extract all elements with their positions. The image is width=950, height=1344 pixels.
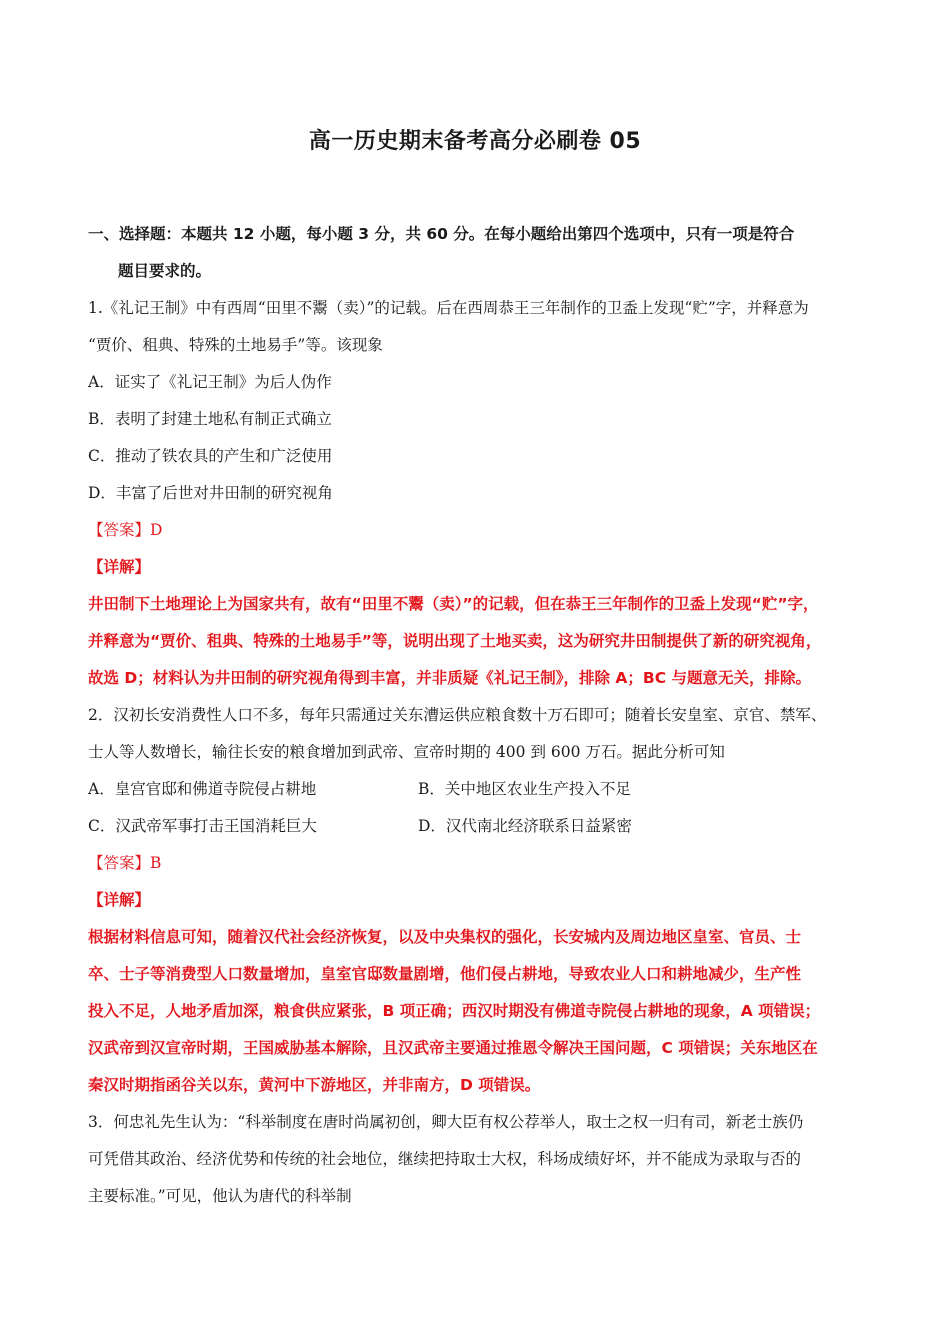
- option-d: D．丰富了后世对井田制的研究视角: [88, 484, 333, 502]
- option-b: B．关中地区农业生产投入不足: [418, 780, 631, 798]
- answer-label: 【答案】B: [88, 854, 162, 872]
- question-3: [88, 1104, 864, 1215]
- detail-label: 【详解】: [88, 558, 151, 576]
- question-stem-line: 2．汉初长安消费性人口不多，每年只需通过关东漕运供应粮食数十万石即可；随着长安皇室、京官、禁军、: [88, 706, 827, 724]
- detail-line: 汉武帝到汉宣帝时期，王国威胁基本解除，且汉武帝主要通过推恩令解决王国问题，C 项错误；关东地区在: [88, 1039, 818, 1057]
- section-heading-cont: 题目要求的。: [118, 262, 212, 280]
- question-stem-line: 3．何忠礼先生认为：“科举制度在唐时尚属初创，卿大臣有权公荐举人，取士之权一归有司，新老士族仍: [88, 1113, 804, 1131]
- option-row: [88, 808, 864, 845]
- option-d: D．汉代南北经济联系日益紧密: [418, 817, 632, 835]
- question-stem-line: 士人等人数增长，输往长安的粮食增加到武帝、宣帝时期的 400 到 600 万石。据此分析可知: [88, 743, 725, 761]
- option-row: [88, 771, 864, 808]
- detail-line: 秦汉时期指函谷关以东，黄河中下游地区，并非南方，D 项错误。: [88, 1076, 541, 1094]
- question-1: [88, 290, 864, 697]
- question-stem-line: 1.《礼记王制》中有西周“田里不鬻（卖）”的记载。后在西周恭王三年制作的卫盉上发现“贮”字，并释意为: [88, 299, 809, 317]
- question-stem-line: “贾价、租典、特殊的土地易手”等。该现象: [88, 336, 383, 354]
- option-a: A．证实了《礼记王制》为后人伪作: [88, 373, 332, 391]
- option-c: C．汉武帝军事打击王国消耗巨大: [88, 817, 317, 835]
- detail-line: 根据材料信息可知，随着汉代社会经济恢复，以及中央集权的强化，长安城内及周边地区皇室、官员、士: [88, 928, 802, 946]
- question-2: [88, 697, 864, 1104]
- section-heading: 一、选择题：本题共 12 小题，每小题 3 分，共 60 分。在每小题给出第四个选项中，只有一项是符合: [88, 225, 795, 243]
- question-stem-line: 可凭借其政治、经济优势和传统的社会地位，继续把持取士大权，科场成绩好坏，并不能成为录取与否的: [88, 1150, 802, 1168]
- detail-label: 【详解】: [88, 891, 151, 909]
- detail-line: 并释意为“贾价、租典、特殊的土地易手”等，说明出现了土地买卖，这为研究井田制提供了新的研究视角，: [88, 632, 822, 650]
- option-c: C．推动了铁农具的产生和广泛使用: [88, 447, 333, 465]
- detail-line: 故选 D；材料认为井田制的研究视角得到丰富，并非质疑《礼记王制》，排除 A；BC 与题意无关，排除。: [88, 669, 811, 687]
- question-stem-line: 主要标准。”可见，他认为唐代的科举制: [88, 1187, 352, 1205]
- option-b: B．表明了封建土地私有制正式确立: [88, 410, 332, 428]
- option-a: A．皇宫官邸和佛道寺院侵占耕地: [88, 780, 317, 798]
- detail-line: 卒、士子等消费型人口数量增加，皇室官邸数量剧增，他们侵占耕地，导致农业人口和耕地减少，生产性: [88, 965, 802, 983]
- document-body: [88, 216, 864, 1215]
- page-title: 高一历史期末备考高分必刷卷 05: [308, 129, 642, 154]
- detail-line: 投入不足，人地矛盾加深，粮食供应紧张，B 项正确；西汉时期没有佛道寺院侵占耕地的现象，A 项错误；: [88, 1002, 821, 1020]
- answer-label: 【答案】D: [88, 521, 163, 539]
- detail-line: 井田制下土地理论上为国家共有，故有“田里不鬻（卖）”的记载，但在恭王三年制作的卫盉上发现“贮”字，: [88, 595, 819, 613]
